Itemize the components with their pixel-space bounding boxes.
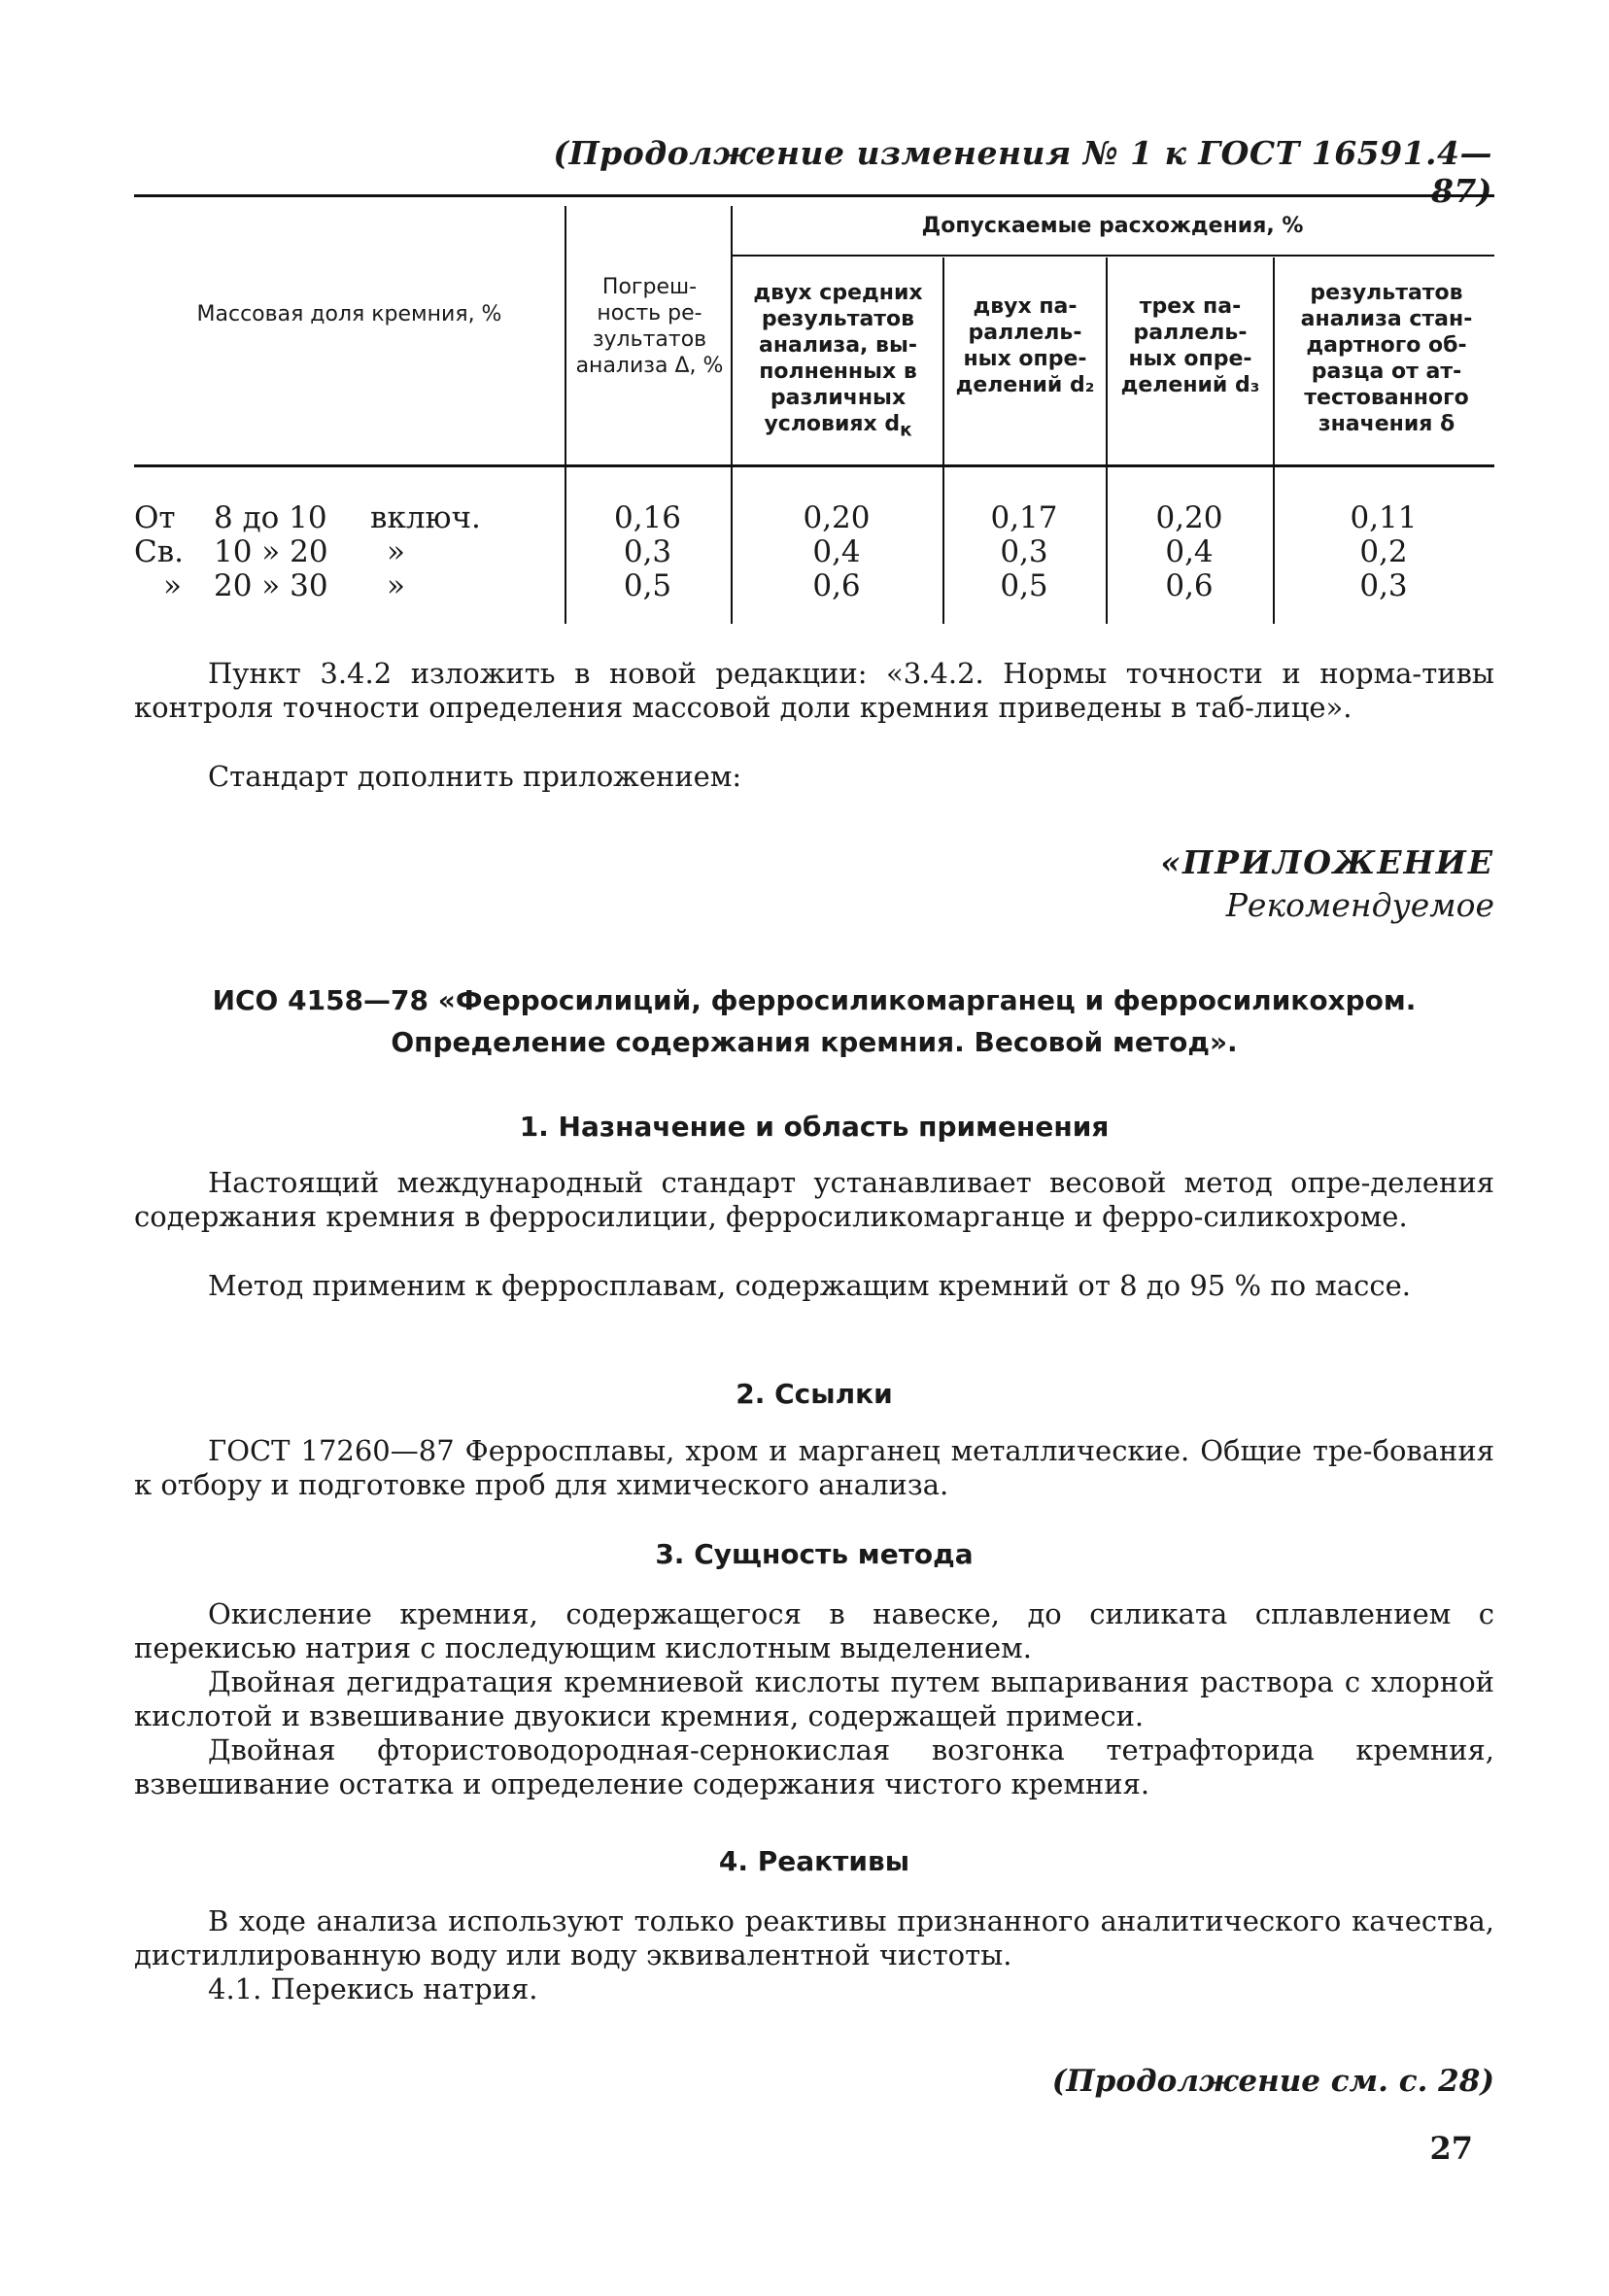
section3-para1: Окисление кремния, содержащегося в навеске, до силиката сплавлением с перекисью натрия с последующим кислотным выделением. <box>134 1597 1494 1664</box>
row1-delta2: 0,11 <box>1350 500 1418 535</box>
group-header: Допускаемые расхождения, % <box>921 214 1304 238</box>
iso-title-line2: Определение содержания кремния. Весовой метод». <box>391 1026 1238 1058</box>
section4-title: 4. Реактивы <box>718 1845 910 1877</box>
row2-delta: 0,3 <box>623 534 672 569</box>
col-two-means-sub: к <box>900 420 912 441</box>
col-mass-header: Массовая доля кремния, % <box>196 302 502 326</box>
row1-d2: 0,17 <box>990 500 1058 535</box>
section3-title: 3. Сущность метода <box>655 1538 974 1570</box>
section1-title: 1. Назначение и область применения <box>519 1111 1110 1143</box>
page-number: 27 <box>1429 2130 1473 2167</box>
continuation-note: (Продолжение см. с. 28) <box>1051 2064 1494 2099</box>
running-header: (Продолжение изменения № 1 к ГОСТ 16591.4—87) <box>553 134 1492 210</box>
para-punkt: Пункт 3.4.2 изложить в новой редакции: «3.4.2. Нормы точности и норма-тивы контроля точности определения массовой доли кремния приведены в таб-лице». <box>134 657 1494 724</box>
row3-d2: 0,5 <box>1000 568 1048 603</box>
section2-title: 2. Ссылки <box>736 1378 893 1410</box>
col-standard-header: результатов анализа стан-дартного об-разца от ат-тестованного значения δ <box>1300 281 1473 436</box>
col-three-parallel-header: трех па-раллель-ных опре-делений d₃ <box>1120 294 1260 397</box>
section1-para1: Настоящий международный стандарт устанавливает весовой метод опре-деления содержания кремния в ферросилиции, ферросиликомарганце и ферро-силикохроме. <box>134 1166 1494 1233</box>
col-two-parallel-header: двух па-раллель-ных опре-делений d₂ <box>955 294 1095 397</box>
row3-suffix: » <box>387 568 405 603</box>
section4-para1: В ходе анализа используют только реактивы признанного аналитического качества, дистиллированную воду или воду эквивалентной чистоты. <box>134 1904 1494 1971</box>
row3-d3: 0,6 <box>1165 568 1214 603</box>
row2-dk: 0,4 <box>812 534 861 569</box>
section3-para2: Двойная дегидратация кремниевой кислоты путем выпаривания раствора с хлорной кислотой и взвешивание двуокиси кремния, содержащей примеси. <box>134 1665 1494 1732</box>
row3-delta: 0,5 <box>623 568 672 603</box>
iso-title-line1: ИСО 4158—78 «Ферросилиций, ферросиликомарганец и ферросиликохром. <box>212 984 1417 1016</box>
tolerance-table <box>134 204 1494 632</box>
table-head-rule <box>134 464 1494 467</box>
row2-prefix: Св. <box>134 534 185 569</box>
row3-range: 20 » 30 <box>214 568 328 603</box>
row2-d2: 0,3 <box>1000 534 1048 569</box>
section1-para2: Метод применим к ферросплавам, содержащим кремний от 8 до 95 % по массе. <box>208 1269 1411 1302</box>
row1-dk: 0,20 <box>803 500 871 535</box>
header-rule <box>134 194 1494 197</box>
row1-prefix: От <box>134 500 176 535</box>
section3-para3: Двойная фтористоводородная-сернокислая возгонка тетрафторида кремния, взвешивание остатка и определение содержания чистого кремния. <box>134 1733 1494 1800</box>
row3-dk: 0,6 <box>812 568 861 603</box>
row2-delta2: 0,2 <box>1359 534 1408 569</box>
row3-prefix: » <box>163 568 182 603</box>
row1-range: 8 до 10 <box>214 500 327 535</box>
row2-suffix: » <box>387 534 405 569</box>
row2-range: 10 » 20 <box>214 534 328 569</box>
col-two-means-header <box>738 280 938 443</box>
annex-subtitle: Рекомендуемое <box>1225 886 1494 924</box>
annex-title: «ПРИЛОЖЕНИЕ <box>1160 843 1494 881</box>
section2-para1: ГОСТ 17260—87 Ферросплавы, хром и марганец металлические. Общие тре-бования к отбору и подготовке проб для химического анализа. <box>134 1434 1494 1501</box>
row1-delta: 0,16 <box>613 500 682 535</box>
table-hline <box>731 255 1494 257</box>
row2-d3: 0,4 <box>1165 534 1214 569</box>
row1-d3: 0,20 <box>1155 500 1223 535</box>
para-standart: Стандарт дополнить приложением: <box>208 760 742 793</box>
col-two-means-text: двух средних результатов анализа, вы-полненных в различных условиях d <box>753 281 923 436</box>
row3-delta2: 0,3 <box>1359 568 1408 603</box>
col-error-header: Погреш-ность ре-зультатов анализа Δ, % <box>575 275 724 378</box>
section4-para2: 4.1. Перекись натрия. <box>208 1972 538 2005</box>
annex-heading <box>911 841 1494 927</box>
row1-suffix: включ. <box>370 500 481 535</box>
